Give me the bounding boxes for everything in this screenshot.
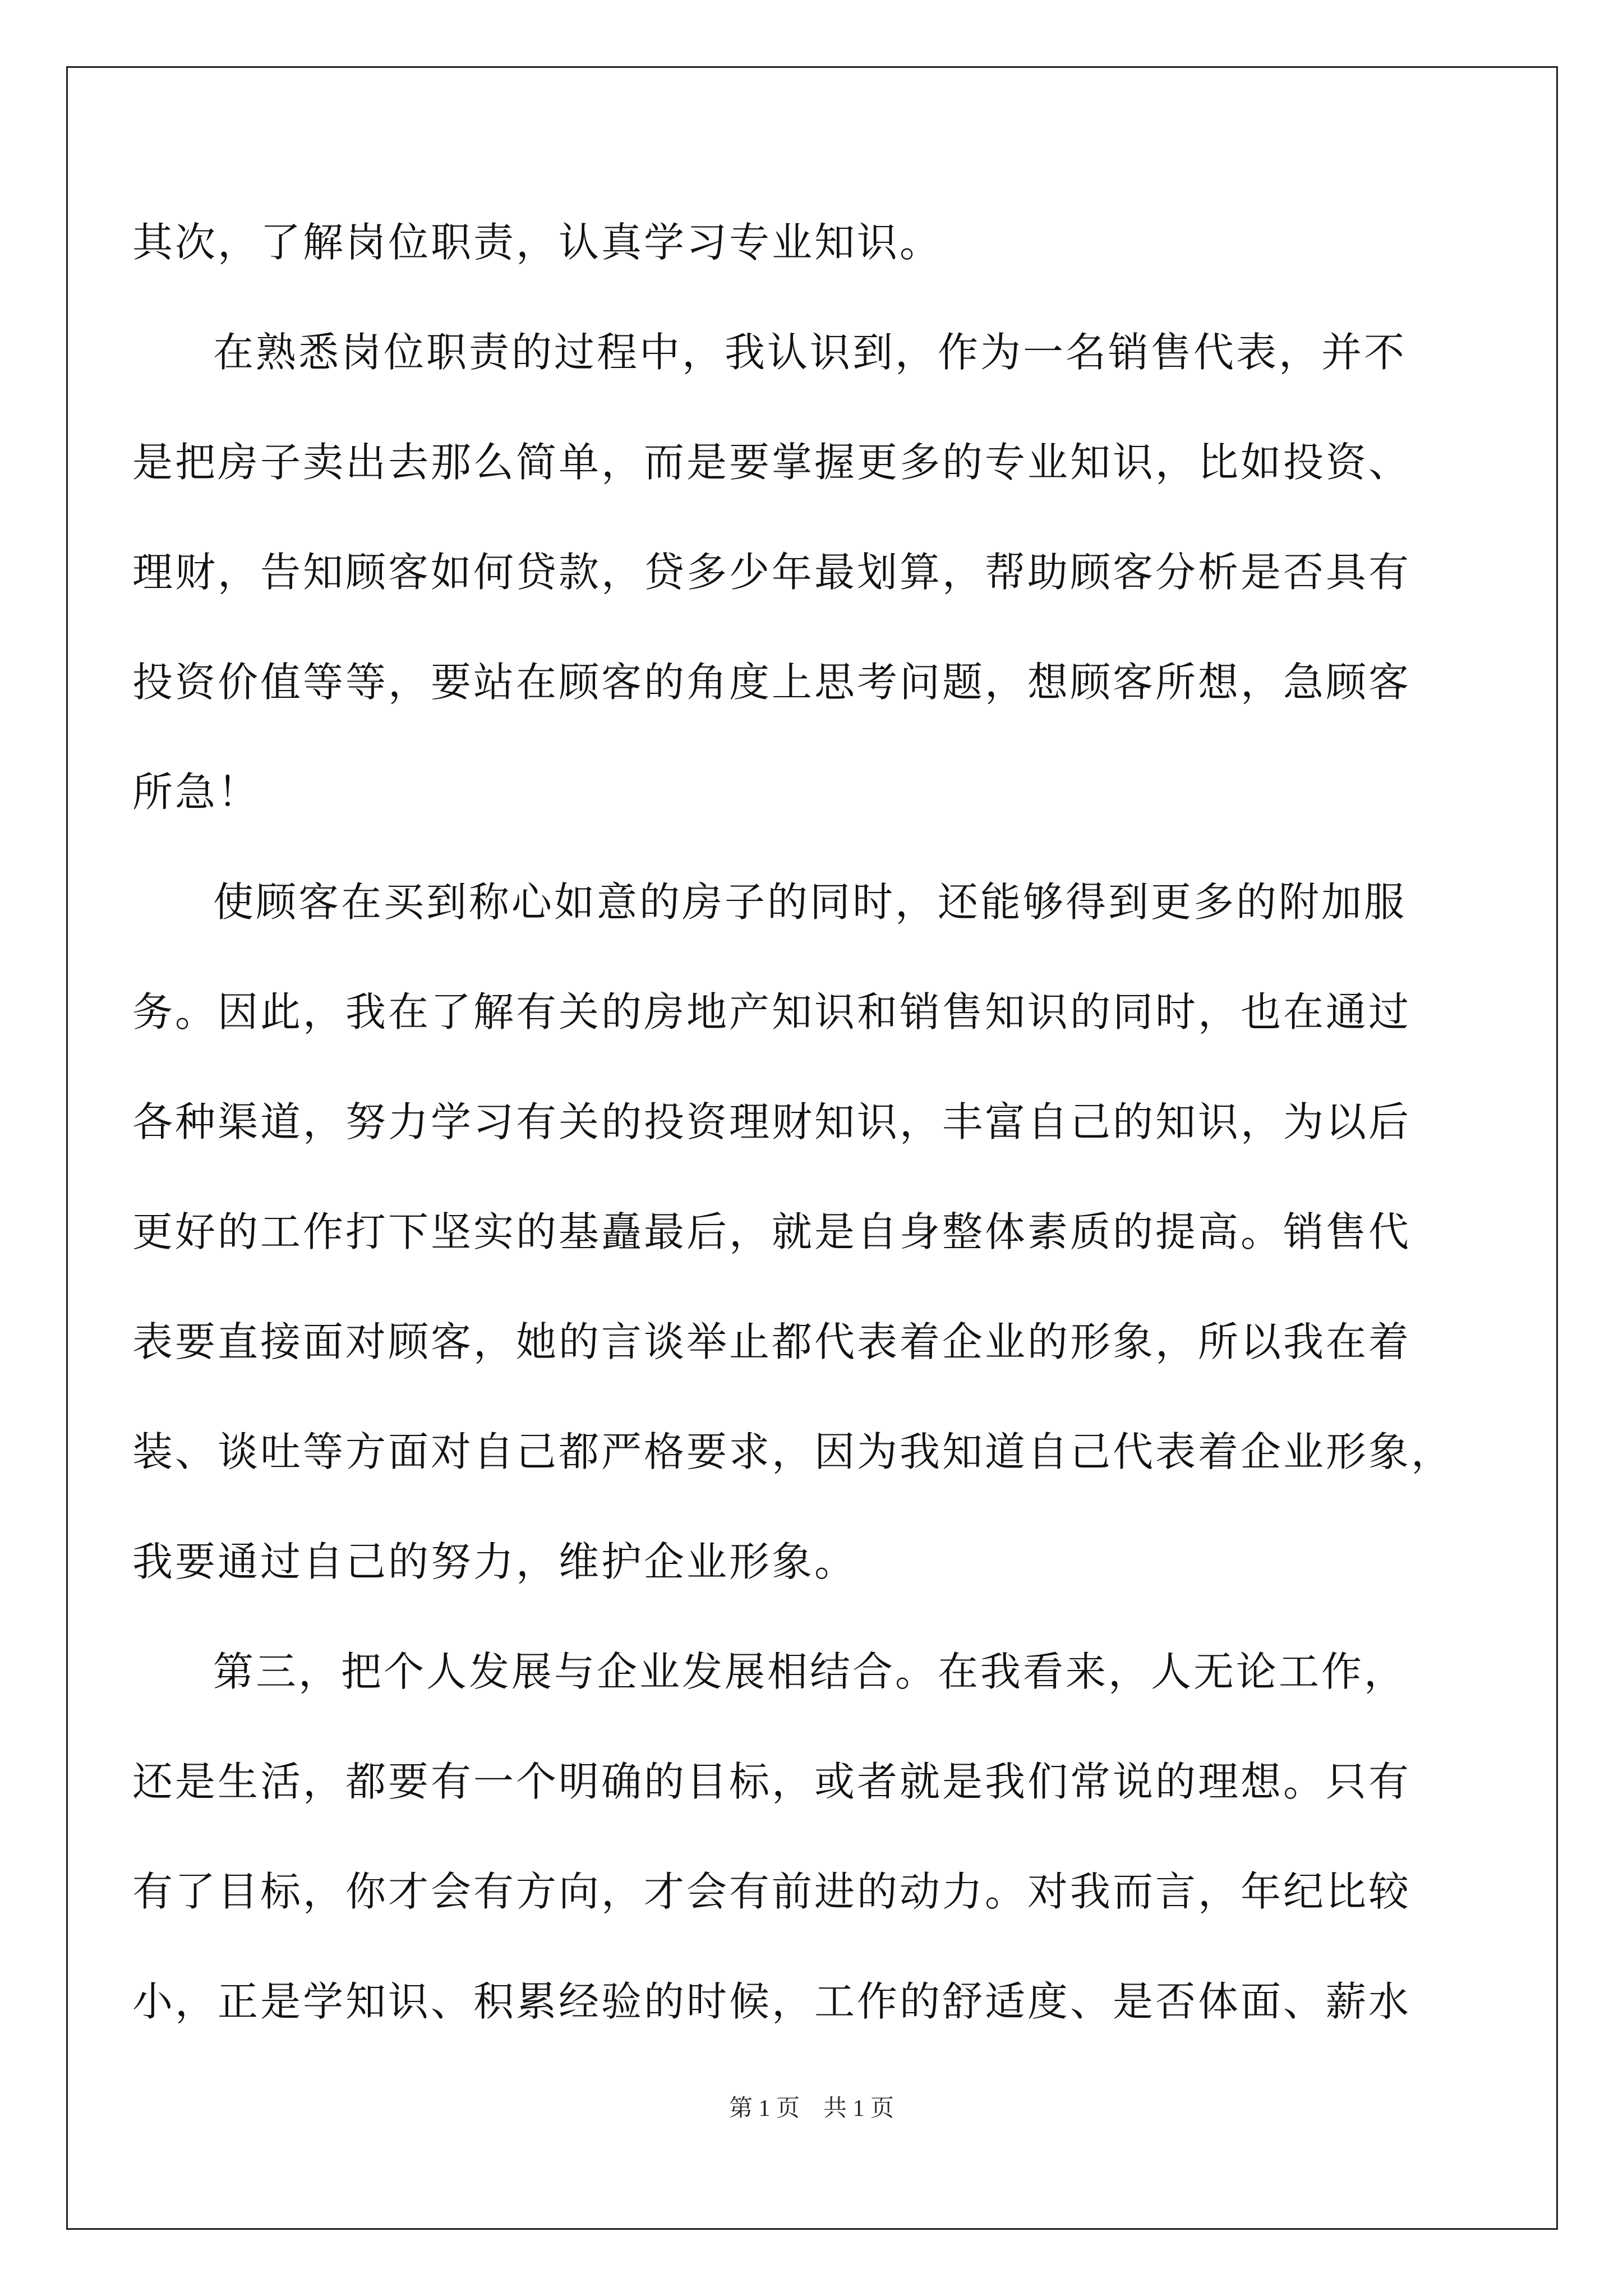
text-line: 所急！ xyxy=(132,769,261,816)
paragraph-first-line: 第三，把个人发展与企业发展相结合。在我看来，人无论工作， xyxy=(213,1648,1407,1695)
text-line: 表要直接面对顾客，她的言谈举止都代表着企业的形象，所以我在着 xyxy=(132,1318,1412,1365)
text-line: 还是生活，都要有一个明确的目标，或者就是我们常说的理想。只有 xyxy=(132,1758,1412,1805)
text-line: 理财，告知顾客如何贷款，贷多少年最划算，帮助顾客分析是否具有 xyxy=(132,549,1412,596)
text-line: 务。因此，我在了解有关的房地产知识和销售知识的同时，也在通过 xyxy=(132,988,1412,1036)
text-line: 装、谈吐等方面对自己都严格要求，因为我知道自己代表着企业形象， xyxy=(132,1428,1454,1475)
text-line: 更好的工作打下坚实的基矗最后，就是自身整体素质的提高。销售代 xyxy=(132,1208,1412,1255)
text-line: 我要通过自己的努力，维护企业形象。 xyxy=(132,1538,857,1585)
paragraph-first-line: 在熟悉岗位职责的过程中，我认识到，作为一名销售代表，并不 xyxy=(213,329,1407,376)
text-line: 其次，了解岗位职责，认真学习专业知识。 xyxy=(132,219,943,266)
text-line: 投资价值等等，要站在顾客的角度上思考问题，想顾客所想，急顾客 xyxy=(132,659,1412,706)
text-line: 小，正是学知识、积累经验的时候，工作的舒适度、是否体面、薪水 xyxy=(132,1978,1412,2025)
page-number-footer: 第 1 页 共 1 页 xyxy=(728,2096,894,2122)
paragraph-first-line: 使顾客在买到称心如意的房子的同时，还能够得到更多的附加服 xyxy=(213,878,1407,926)
text-line: 是把房子卖出去那么简单，而是要掌握更多的专业知识，比如投资、 xyxy=(132,439,1412,486)
text-line: 有了目标，你才会有方向，才会有前进的动力。对我而言，年纪比较 xyxy=(132,1868,1412,1915)
text-line: 各种渠道，努力学习有关的投资理财知识，丰富自己的知识，为以后 xyxy=(132,1098,1412,1145)
